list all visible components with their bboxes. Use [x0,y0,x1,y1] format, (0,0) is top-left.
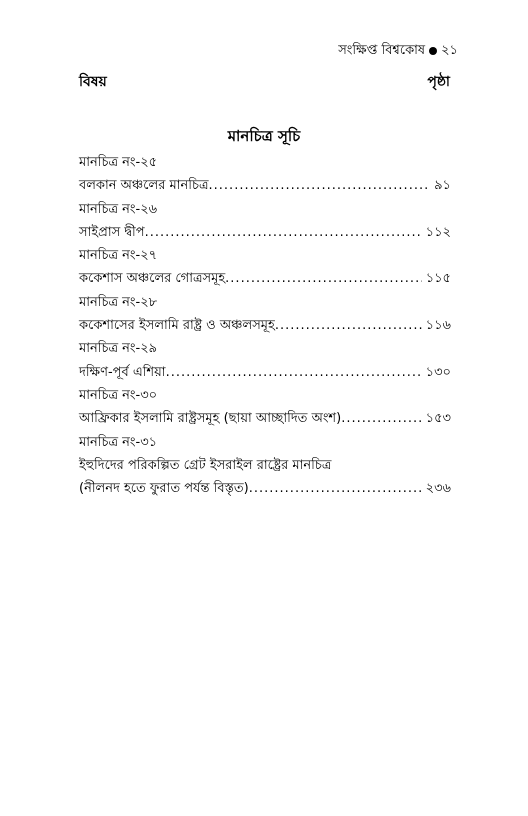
entry-title: বলকান অঞ্চলের মানচিত্র [79,178,209,194]
map-number-label: মানচিত্র নং-২৮ [79,294,158,310]
entry-title: আফ্রিকার ইসলামি রাষ্ট্রসমূহ (ছায়া আচ্ছাদিত অংশ) [79,411,342,427]
map-index-list [79,151,451,500]
dot-leader [249,477,422,500]
column-heading-page: পৃষ্ঠা [427,74,450,90]
map-number-label: মানচিত্র নং-৩০ [79,387,158,403]
toc-entry[interactable] [79,314,451,337]
entry-title-first-line[interactable]: ইহুদিদের পরিকল্পিত গ্রেট ইসরাইল রাষ্ট্রের মানচিত্র [79,457,332,473]
map-number-label: মানচিত্র নং-৩১ [79,434,158,450]
map-number-label: মানচিত্র নং-২৭ [79,248,158,264]
dot-leader [166,361,422,384]
entry-title-continuation: (নীলনদ হতে ফুরাত পর্যন্ত বিস্তৃত) [79,481,249,497]
dot-leader [275,314,422,337]
map-number-label: মানচিত্র নং-২৬ [79,201,158,217]
toc-entry[interactable] [79,407,451,430]
entry-title: দক্ষিণ-পূর্ব এশিয়া [79,364,166,380]
toc-entry[interactable] [79,221,451,244]
dot-leader [209,174,431,197]
running-head [338,41,458,62]
section-title: মানচিত্র সূচি [227,127,301,145]
toc-entry[interactable] [79,361,451,384]
toc-entry[interactable] [79,477,451,500]
dot-leader [341,407,421,430]
map-number-label: মানচিত্র নং-২৫ [79,155,158,170]
dot-leader [145,221,422,244]
column-heading-subject: বিষয় [79,74,107,90]
entry-page: ১৩০ [425,364,451,380]
map-number-label: মানচিত্র নং-২৯ [79,341,158,357]
entry-title: ককেশাসের ইসলামি রাষ্ট্র ও অঞ্চলসমূহ [79,318,275,334]
running-head-page: ২১ [441,43,458,58]
entry-title: ককেশাস অঞ্চলের গোত্রসমূহ [79,271,226,287]
toc-entry[interactable] [79,267,451,290]
toc-entry[interactable] [79,174,451,197]
entry-page: ১১৫ [425,271,451,287]
dot-leader [225,267,422,290]
entry-page: ১১৬ [425,318,451,334]
entry-page: ১১২ [425,224,451,240]
bullet-icon [429,47,437,55]
entry-title: সাইপ্রাস দ্বীপ [79,224,145,240]
entry-page: ১৫৩ [425,411,451,427]
running-head-title: সংক্ষিপ্ত বিশ্বকোষ [338,43,426,58]
entry-page: ২৩৬ [425,481,451,497]
entry-page: ৯১ [434,178,451,194]
